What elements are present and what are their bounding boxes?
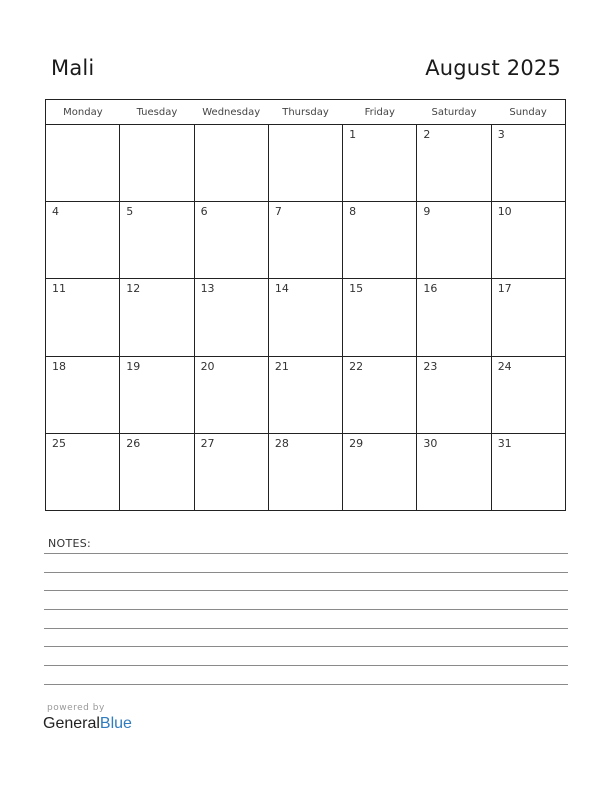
- calendar-grid: [45, 99, 566, 511]
- day-number: 31: [497, 436, 512, 450]
- day-number: 21: [274, 359, 289, 373]
- day-number: 9: [423, 205, 431, 219]
- notes-label: NOTES:: [48, 537, 92, 550]
- day-number: 12: [126, 282, 141, 296]
- day-number: 24: [497, 359, 512, 373]
- note-line: [44, 628, 568, 629]
- day-number: [46, 125, 119, 128]
- day-number: 25: [52, 436, 66, 450]
- day-number: 8: [349, 205, 357, 219]
- day-number: 16: [423, 282, 438, 296]
- day-number: 4: [52, 205, 59, 219]
- day-cell: [268, 125, 342, 202]
- week-row: [46, 125, 566, 202]
- week-row: [46, 356, 566, 433]
- day-number: 27: [200, 436, 215, 450]
- day-cell: [343, 279, 417, 356]
- day-number: 14: [274, 282, 289, 296]
- day-cell: [491, 202, 565, 279]
- day-cell: [417, 279, 491, 356]
- day-cell: [268, 356, 342, 433]
- day-number: 28: [274, 436, 289, 450]
- day-cell: [46, 202, 120, 279]
- day-number: 17: [497, 282, 512, 296]
- day-cell: [120, 356, 194, 433]
- brand-general: General: [43, 715, 100, 732]
- brand-name: [43, 715, 132, 732]
- day-cell: [194, 356, 268, 433]
- weekday-wednesday: Wednesday: [194, 100, 268, 125]
- day-cell: [194, 433, 268, 510]
- day-number: 7: [274, 205, 282, 219]
- day-cell: [417, 433, 491, 510]
- day-cell: [491, 356, 565, 433]
- day-number: [269, 125, 342, 128]
- day-number: 3: [497, 128, 505, 141]
- day-cell: [417, 202, 491, 279]
- weekday-sunday: Sunday: [491, 100, 565, 125]
- day-number: 20: [200, 359, 215, 373]
- weekday-tuesday: Tuesday: [120, 100, 194, 125]
- month-year-title: August 2025: [425, 56, 561, 80]
- day-cell: [120, 202, 194, 279]
- day-cell: [417, 125, 491, 202]
- powered-by-text: powered by: [47, 703, 105, 713]
- day-cell: [268, 202, 342, 279]
- day-cell: [491, 433, 565, 510]
- week-row: [46, 202, 566, 279]
- day-cell: [417, 356, 491, 433]
- day-cell: [46, 125, 120, 202]
- day-cell: [268, 433, 342, 510]
- day-number: 18: [52, 359, 66, 373]
- week-row: [46, 433, 566, 510]
- weekday-thursday: Thursday: [268, 100, 342, 125]
- day-cell: [194, 279, 268, 356]
- day-number: 1: [349, 128, 357, 141]
- day-number: 5: [126, 205, 134, 219]
- day-cell: [268, 279, 342, 356]
- note-line: [44, 572, 568, 573]
- day-number: 22: [349, 359, 364, 373]
- day-number: 10: [497, 205, 512, 219]
- day-cell: [120, 433, 194, 510]
- weekday-friday: Friday: [343, 100, 417, 125]
- day-cell: [343, 356, 417, 433]
- day-cell: [194, 202, 268, 279]
- note-line: [44, 665, 568, 666]
- day-cell: [343, 125, 417, 202]
- brand-blue: Blue: [99, 715, 132, 732]
- day-cell: [491, 125, 565, 202]
- day-number: 19: [126, 359, 141, 373]
- day-cell: [46, 279, 120, 356]
- day-number: 23: [423, 359, 438, 373]
- day-number: 11: [52, 282, 66, 296]
- day-number: 2: [423, 128, 431, 141]
- day-cell: [120, 125, 194, 202]
- day-number: 26: [126, 436, 141, 450]
- day-cell: [46, 433, 120, 510]
- weekday-header-row: [46, 100, 566, 125]
- day-cell: [343, 433, 417, 510]
- week-row: [46, 279, 566, 356]
- day-number: 29: [349, 436, 364, 450]
- day-cell: [46, 356, 120, 433]
- day-cell: [120, 279, 194, 356]
- note-line: [44, 646, 568, 647]
- day-cell: [491, 279, 565, 356]
- note-line: [44, 684, 568, 685]
- country-title: Mali: [51, 56, 95, 80]
- day-number: [195, 125, 268, 128]
- day-number: 30: [423, 436, 438, 450]
- day-number: 6: [200, 205, 208, 219]
- generalblue-logo: [43, 703, 132, 733]
- weekday-saturday: Saturday: [417, 100, 491, 125]
- day-number: 13: [200, 282, 215, 296]
- day-number: [120, 125, 193, 128]
- note-line: [44, 590, 568, 591]
- weekday-monday: Monday: [46, 100, 120, 125]
- day-cell: [343, 202, 417, 279]
- day-number: 15: [349, 282, 364, 296]
- note-line: [44, 553, 568, 554]
- day-cell: [194, 125, 268, 202]
- note-line: [44, 609, 568, 610]
